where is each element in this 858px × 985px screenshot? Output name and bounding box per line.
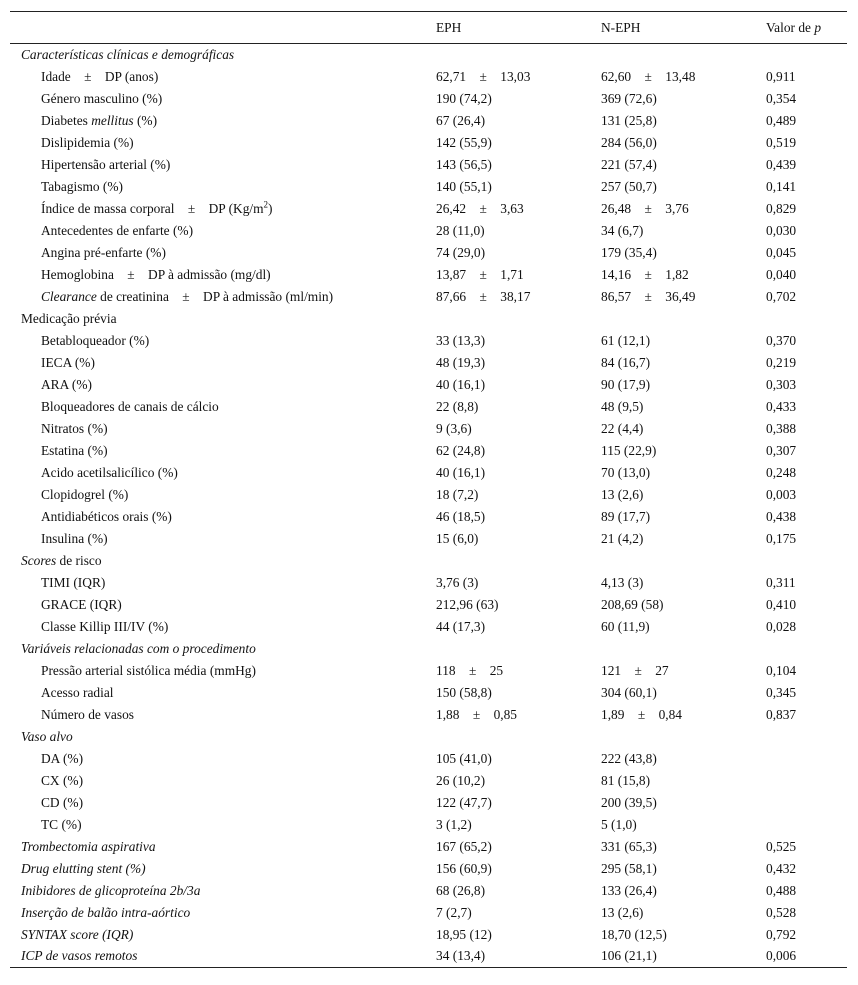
table-row: [10, 352, 847, 374]
eph-value: 140 (55,1): [436, 178, 492, 194]
label-part: ICP de vasos remotos: [21, 948, 138, 964]
empty-cell: [755, 638, 847, 660]
variable-label: [10, 616, 425, 638]
variable-label: [10, 484, 425, 506]
label-part: (%): [133, 112, 158, 128]
table-row: [10, 902, 847, 924]
p-value: 0,702: [766, 288, 797, 304]
section-header-row: [10, 638, 847, 660]
header-neph: N-EPH: [601, 19, 641, 35]
table-row: [10, 220, 847, 242]
neph-value: 1,89 ± 0,84: [601, 706, 682, 722]
variable-label: [10, 594, 425, 616]
p-value: 0,045: [766, 244, 797, 260]
neph-value: 304 (60,1): [601, 684, 657, 700]
table-row: [10, 110, 847, 132]
label-part: 2: [263, 199, 269, 210]
variable-label: [10, 396, 425, 418]
empty-cell: [590, 638, 755, 660]
table-row: [10, 594, 847, 616]
neph-value: 4,13 (3): [601, 574, 644, 590]
eph-value: 34 (13,4): [436, 948, 486, 964]
empty-cell: [755, 550, 847, 572]
neph-value: 5 (1,0): [601, 816, 637, 832]
p-value: 0,175: [766, 530, 797, 546]
table-row: [10, 946, 847, 968]
neph-value: 22 (4,4): [601, 420, 644, 436]
eph-value: 167 (65,2): [436, 838, 492, 854]
neph-value: 84 (16,7): [601, 354, 651, 370]
eph-value: 46 (18,5): [436, 508, 486, 524]
p-value: 0,307: [766, 442, 797, 458]
eph-value: 13,87 ± 1,71: [436, 266, 524, 282]
variable-label: [10, 880, 425, 902]
table-row: [10, 418, 847, 440]
table-row: [10, 836, 847, 858]
label-part: ): [268, 200, 273, 216]
variable-label: [10, 66, 425, 88]
neph-value: 62,60 ± 13,48: [601, 68, 696, 84]
label-part: Hemoglobina ± DP à admissão (mg/dl): [41, 266, 271, 282]
eph-value: 40 (16,1): [436, 464, 486, 480]
label-part: de creatinina ± DP à admissão (ml/min): [96, 288, 334, 304]
table-row: [10, 462, 847, 484]
p-value: 0,303: [766, 376, 797, 392]
neph-value: 179 (35,4): [601, 244, 657, 260]
p-value: 0,104: [766, 662, 797, 678]
variable-label: [10, 88, 425, 110]
p-value: 0,354: [766, 90, 797, 106]
neph-value: 18,70 (12,5): [601, 926, 667, 942]
variable-label: [10, 770, 425, 792]
neph-value: 369 (72,6): [601, 90, 657, 106]
table-row: [10, 66, 847, 88]
p-value: 0,488: [766, 882, 797, 898]
eph-value: 62,71 ± 13,03: [436, 68, 531, 84]
label-part: Inibidores de glicoproteína 2b/3a: [21, 882, 201, 898]
p-value: 0,028: [766, 618, 797, 634]
variable-label: [10, 682, 425, 704]
label-part: Clopidogrel (%): [41, 486, 129, 502]
label-part: Classe Killip III/IV (%): [41, 618, 169, 634]
table-row: [10, 616, 847, 638]
variable-label: [10, 660, 425, 682]
variable-label: [10, 704, 425, 726]
table-row: [10, 924, 847, 946]
label-part: Índice de massa corporal ± DP (Kg/m: [41, 200, 264, 216]
table-row: [10, 132, 847, 154]
label-part: Scores: [21, 552, 57, 568]
p-value: 0,837: [766, 706, 797, 722]
p-value: 0,141: [766, 178, 797, 194]
label-part: GRACE (IQR): [41, 596, 122, 612]
neph-value: 295 (58,1): [601, 860, 657, 876]
neph-value: 26,48 ± 3,76: [601, 200, 689, 216]
neph-value: 115 (22,9): [601, 442, 657, 458]
empty-cell: [590, 550, 755, 572]
p-value: 0,528: [766, 904, 797, 920]
table-row: [10, 572, 847, 594]
header-row: [10, 12, 847, 44]
p-value: 0,829: [766, 200, 797, 216]
eph-value: 33 (13,3): [436, 332, 486, 348]
label-part: ARA (%): [41, 376, 92, 392]
variable-label: [10, 528, 425, 550]
empty-cell: [755, 308, 847, 330]
label-part: CD (%): [41, 794, 84, 810]
neph-value: 331 (65,3): [601, 838, 657, 854]
eph-value: 9 (3,6): [436, 420, 472, 436]
p-value: 0,519: [766, 134, 797, 150]
label-part: Medicação prévia: [21, 310, 117, 326]
variable-label: [10, 946, 425, 968]
table-row: [10, 506, 847, 528]
label-part: Dislipidemia (%): [41, 134, 134, 150]
eph-value: 74 (29,0): [436, 244, 486, 260]
label-part: IECA (%): [41, 354, 95, 370]
eph-value: 15 (6,0): [436, 530, 479, 546]
table-row: [10, 198, 847, 220]
label-part: Características clínicas e demográficas: [21, 46, 235, 62]
neph-value: 21 (4,2): [601, 530, 644, 546]
section-header-row: [10, 550, 847, 572]
empty-cell: [755, 44, 847, 66]
table-row: [10, 286, 847, 308]
header-eph: EPH: [436, 19, 462, 35]
section-header-row: [10, 44, 847, 66]
table-row: [10, 264, 847, 286]
variable-label: [10, 814, 425, 836]
eph-value: 212,96 (63): [436, 596, 499, 612]
variable-label: [10, 792, 425, 814]
neph-value: 70 (13,0): [601, 464, 651, 480]
variable-label: [10, 506, 425, 528]
label-part: Vaso alvo: [21, 728, 73, 744]
label-part: Clearance: [41, 288, 97, 304]
p-value: 0,006: [766, 948, 797, 964]
p-value: 0,030: [766, 222, 797, 238]
empty-cell: [590, 308, 755, 330]
label-part: Inserção de balão intra-aórtico: [21, 904, 191, 920]
variable-label: [10, 374, 425, 396]
neph-value: 48 (9,5): [601, 398, 644, 414]
variable-label: [10, 462, 425, 484]
label-part: mellitus: [91, 112, 134, 128]
p-value: 0,388: [766, 420, 797, 436]
neph-value: 106 (21,1): [601, 948, 657, 964]
p-value: 0,311: [766, 574, 796, 590]
variable-label: [10, 154, 425, 176]
variable-label: [10, 924, 425, 946]
eph-value: 3 (1,2): [436, 816, 472, 832]
label-part: TC (%): [41, 816, 82, 832]
label-part: Antecedentes de enfarte (%): [41, 222, 194, 238]
p-value: 0,439: [766, 156, 797, 172]
table-row: [10, 154, 847, 176]
table-row: [10, 440, 847, 462]
p-value: [755, 792, 847, 814]
header-variable: [10, 12, 425, 44]
variable-label: [10, 286, 425, 308]
table-row: [10, 374, 847, 396]
p-value: 0,792: [766, 926, 797, 942]
empty-cell: [425, 550, 590, 572]
eph-value: 122 (47,7): [436, 794, 492, 810]
neph-value: 61 (12,1): [601, 332, 651, 348]
variable-label: [10, 110, 425, 132]
table-container: [10, 11, 847, 968]
section-label: [10, 638, 425, 660]
p-value: 0,370: [766, 332, 797, 348]
empty-cell: [590, 726, 755, 748]
label-part: DA (%): [41, 750, 84, 766]
eph-value: 87,66 ± 38,17: [436, 288, 531, 304]
variable-label: [10, 902, 425, 924]
p-value: 0,248: [766, 464, 797, 480]
variable-label: [10, 132, 425, 154]
variable-label: [10, 858, 425, 880]
eph-value: 22 (8,8): [436, 398, 479, 414]
p-value: 0,345: [766, 684, 797, 700]
empty-cell: [425, 308, 590, 330]
eph-value: 7 (2,7): [436, 904, 472, 920]
eph-value: 156 (60,9): [436, 860, 492, 876]
baseline-characteristics-table: [10, 11, 847, 968]
p-value: 0,432: [766, 860, 797, 876]
p-value: [755, 770, 847, 792]
label-part: Tabagismo (%): [41, 178, 123, 194]
table-row: [10, 242, 847, 264]
p-value: 0,525: [766, 838, 797, 854]
neph-value: 200 (39,5): [601, 794, 657, 810]
label-part: Número de vasos: [41, 706, 134, 722]
table-row: [10, 682, 847, 704]
table-row: [10, 814, 847, 836]
label-part: Acesso radial: [41, 684, 114, 700]
neph-value: 208,69 (58): [601, 596, 664, 612]
label-part: Antidiabéticos orais (%): [41, 508, 172, 524]
p-value: 0,219: [766, 354, 797, 370]
table-row: [10, 748, 847, 770]
label-part: Estatina (%): [41, 442, 108, 458]
empty-cell: [590, 44, 755, 66]
eph-value: 67 (26,4): [436, 112, 486, 128]
label-part: Betabloqueador (%): [41, 332, 150, 348]
p-value: 0,003: [766, 486, 797, 502]
header-p-letter: p: [814, 19, 822, 35]
table-body: [10, 44, 847, 968]
table-row: [10, 792, 847, 814]
section-label: [10, 726, 425, 748]
neph-value: 13 (2,6): [601, 904, 644, 920]
label-part: Drug elutting stent: [21, 860, 123, 876]
eph-value: 190 (74,2): [436, 90, 492, 106]
table-row: [10, 660, 847, 682]
eph-value: 3,76 (3): [436, 574, 479, 590]
variable-label: [10, 836, 425, 858]
label-part: Hipertensão arterial (%): [41, 156, 171, 172]
label-part: Variáveis relacionadas com o procedimento: [21, 640, 256, 656]
section-label: [10, 550, 425, 572]
label-part: CX (%): [41, 772, 84, 788]
empty-cell: [425, 44, 590, 66]
variable-label: [10, 748, 425, 770]
eph-value: 105 (41,0): [436, 750, 492, 766]
neph-value: 121 ± 27: [601, 662, 669, 678]
section-header-row: [10, 726, 847, 748]
table-row: [10, 88, 847, 110]
variable-label: [10, 440, 425, 462]
variable-label: [10, 198, 425, 220]
neph-value: 13 (2,6): [601, 486, 644, 502]
p-value: [755, 814, 847, 836]
label-part: Bloqueadores de canais de cálcio: [41, 398, 219, 414]
eph-value: 18,95 (12): [436, 926, 492, 942]
eph-value: 68 (26,8): [436, 882, 486, 898]
eph-value: 1,88 ± 0,85: [436, 706, 517, 722]
eph-value: 18 (7,2): [436, 486, 479, 502]
neph-value: 131 (25,8): [601, 112, 657, 128]
p-value: [755, 748, 847, 770]
table-row: [10, 880, 847, 902]
label-part: Nitratos (%): [41, 420, 108, 436]
eph-value: 150 (58,8): [436, 684, 492, 700]
table-row: [10, 528, 847, 550]
label-part: Pressão arterial sistólica média (mmHg): [41, 662, 256, 678]
eph-value: 48 (19,3): [436, 354, 486, 370]
table-row: [10, 396, 847, 418]
p-value: 0,040: [766, 266, 797, 282]
table-row: [10, 858, 847, 880]
eph-value: 28 (11,0): [436, 222, 485, 238]
eph-value: 142 (55,9): [436, 134, 492, 150]
p-value: 0,433: [766, 398, 797, 414]
label-part: Idade ± DP (anos): [41, 68, 159, 84]
table-row: [10, 484, 847, 506]
neph-value: 133 (26,4): [601, 882, 657, 898]
eph-value: 40 (16,1): [436, 376, 486, 392]
eph-value: 26 (10,2): [436, 772, 486, 788]
eph-value: 62 (24,8): [436, 442, 486, 458]
label-part: Trombectomia aspirativa: [21, 838, 156, 854]
eph-value: 143 (56,5): [436, 156, 492, 172]
variable-label: [10, 330, 425, 352]
neph-value: 89 (17,7): [601, 508, 651, 524]
variable-label: [10, 418, 425, 440]
variable-label: [10, 264, 425, 286]
variable-label: [10, 242, 425, 264]
label-part: Angina pré-enfarte (%): [41, 244, 166, 260]
neph-value: 222 (43,8): [601, 750, 657, 766]
p-value: 0,410: [766, 596, 797, 612]
neph-value: 60 (11,9): [601, 618, 650, 634]
empty-cell: [425, 638, 590, 660]
section-label: [10, 308, 425, 330]
section-label: [10, 44, 425, 66]
table-header: [10, 12, 847, 44]
empty-cell: [755, 726, 847, 748]
empty-cell: [425, 726, 590, 748]
neph-value: 257 (50,7): [601, 178, 657, 194]
p-value: 0,438: [766, 508, 797, 524]
neph-value: 86,57 ± 36,49: [601, 288, 696, 304]
variable-label: [10, 220, 425, 242]
header-p-prefix: Valor de: [766, 19, 815, 35]
variable-label: [10, 176, 425, 198]
neph-value: 284 (56,0): [601, 134, 657, 150]
label-part: (%): [122, 860, 146, 876]
variable-label: [10, 352, 425, 374]
table-row: [10, 770, 847, 792]
header-p-value: [755, 12, 847, 44]
p-value: 0,911: [766, 68, 796, 84]
table-row: [10, 704, 847, 726]
label-part: TIMI (IQR): [41, 574, 106, 590]
variable-label: [10, 572, 425, 594]
label-part: de risco: [56, 552, 102, 568]
neph-value: 221 (57,4): [601, 156, 657, 172]
label-part: Género masculino (%): [41, 90, 163, 106]
neph-value: 14,16 ± 1,82: [601, 266, 689, 282]
neph-value: 34 (6,7): [601, 222, 644, 238]
label-part: Diabetes: [41, 112, 92, 128]
section-header-row: [10, 308, 847, 330]
eph-value: 44 (17,3): [436, 618, 486, 634]
label-part: SYNTAX score (IQR): [21, 926, 134, 942]
eph-value: 26,42 ± 3,63: [436, 200, 524, 216]
label-part: Insulina (%): [41, 530, 108, 546]
neph-value: 90 (17,9): [601, 376, 651, 392]
label-part: Acido acetilsalicílico (%): [41, 464, 178, 480]
table-row: [10, 330, 847, 352]
neph-value: 81 (15,8): [601, 772, 651, 788]
table-row: [10, 176, 847, 198]
p-value: 0,489: [766, 112, 797, 128]
eph-value: 118 ± 25: [436, 662, 504, 678]
